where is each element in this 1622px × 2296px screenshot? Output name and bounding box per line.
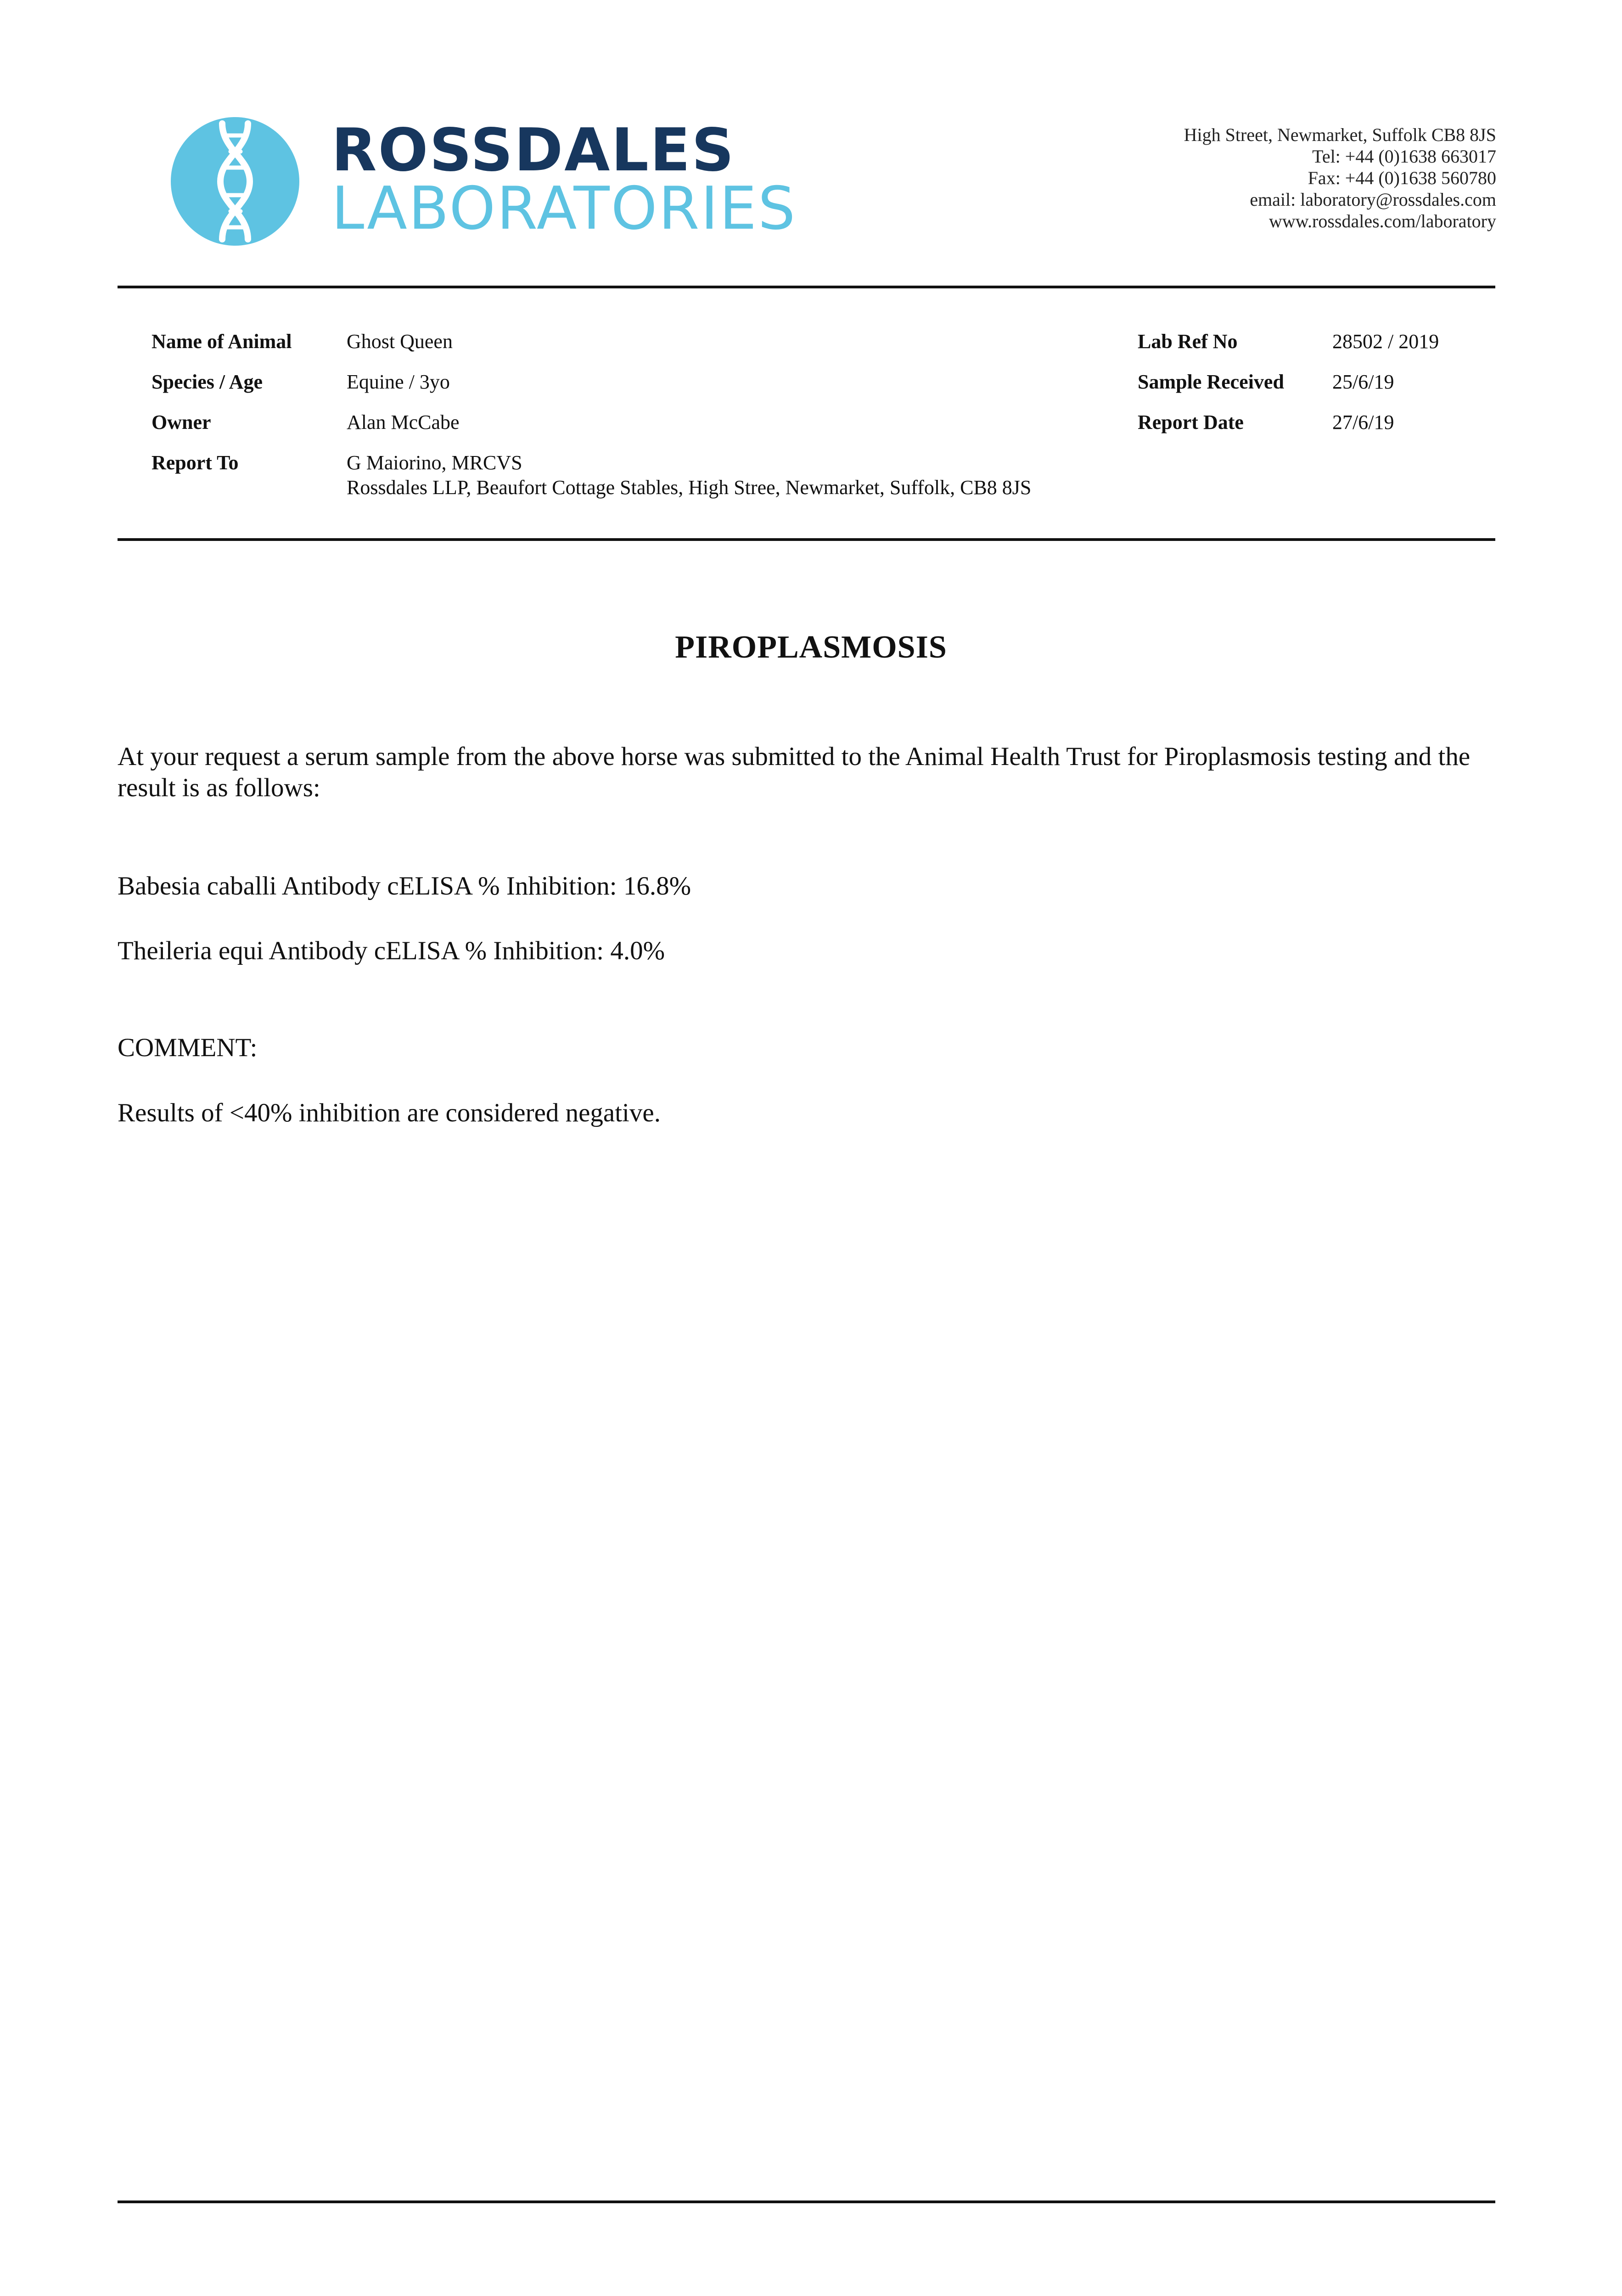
sample-received-label: Sample Received xyxy=(1138,371,1284,393)
name-of-animal-value: Ghost Queen xyxy=(347,330,453,353)
report-date-label: Report Date xyxy=(1138,411,1244,433)
sample-received-value: 25/6/19 xyxy=(1332,371,1394,393)
name-of-animal-label: Name of Animal xyxy=(152,330,292,353)
contact-tel: Tel: +44 (0)1638 663017 xyxy=(1312,146,1496,167)
brand-name-line1: ROSSDALES xyxy=(331,116,735,185)
result-theileria-equi: Theileria equi Antibody cELISA % Inhibition: 4.0% xyxy=(118,936,665,965)
header-divider xyxy=(118,286,1495,288)
report-to-label: Report To xyxy=(152,451,239,474)
brand-name-line2: LABORATORIES xyxy=(331,174,797,243)
owner-value: Alan McCabe xyxy=(347,411,460,433)
report-to-address: Rossdales LLP, Beaufort Cottage Stables, High Stree, Newmarket, Suffolk, CB8 8JS xyxy=(347,476,1032,499)
lab-ref-value: 28502 / 2019 xyxy=(1332,330,1439,353)
comment-heading: COMMENT: xyxy=(118,1033,258,1062)
contact-fax: Fax: +44 (0)1638 560780 xyxy=(1308,168,1496,188)
footer-divider xyxy=(118,2200,1495,2203)
contact-block xyxy=(1184,124,1496,232)
species-age-label: Species / Age xyxy=(152,371,263,393)
result-babesia-caballi: Babesia caballi Antibody cELISA % Inhibition: 16.8% xyxy=(118,872,691,900)
owner-label: Owner xyxy=(152,411,211,433)
contact-web: www.rossdales.com/laboratory xyxy=(1268,211,1496,231)
report-date-value: 27/6/19 xyxy=(1332,411,1394,433)
species-age-value: Equine / 3yo xyxy=(347,371,450,393)
dna-helix-icon xyxy=(171,117,299,246)
report-intro: At your request a serum sample from the above horse was submitted to the Animal Health Trust for Piroplasmosis testing and the result is as follows: xyxy=(118,742,1470,802)
report-to-name: G Maiorino, MRCVS xyxy=(347,451,522,474)
comment-text: Results of <40% inhibition are considered negative. xyxy=(118,1098,661,1127)
contact-email: email: laboratory@rossdales.com xyxy=(1250,189,1496,210)
contact-address: High Street, Newmarket, Suffolk CB8 8JS xyxy=(1184,124,1496,145)
details-divider xyxy=(118,538,1495,541)
report-title: PIROPLASMOSIS xyxy=(675,630,947,665)
lab-ref-label: Lab Ref No xyxy=(1138,330,1238,353)
